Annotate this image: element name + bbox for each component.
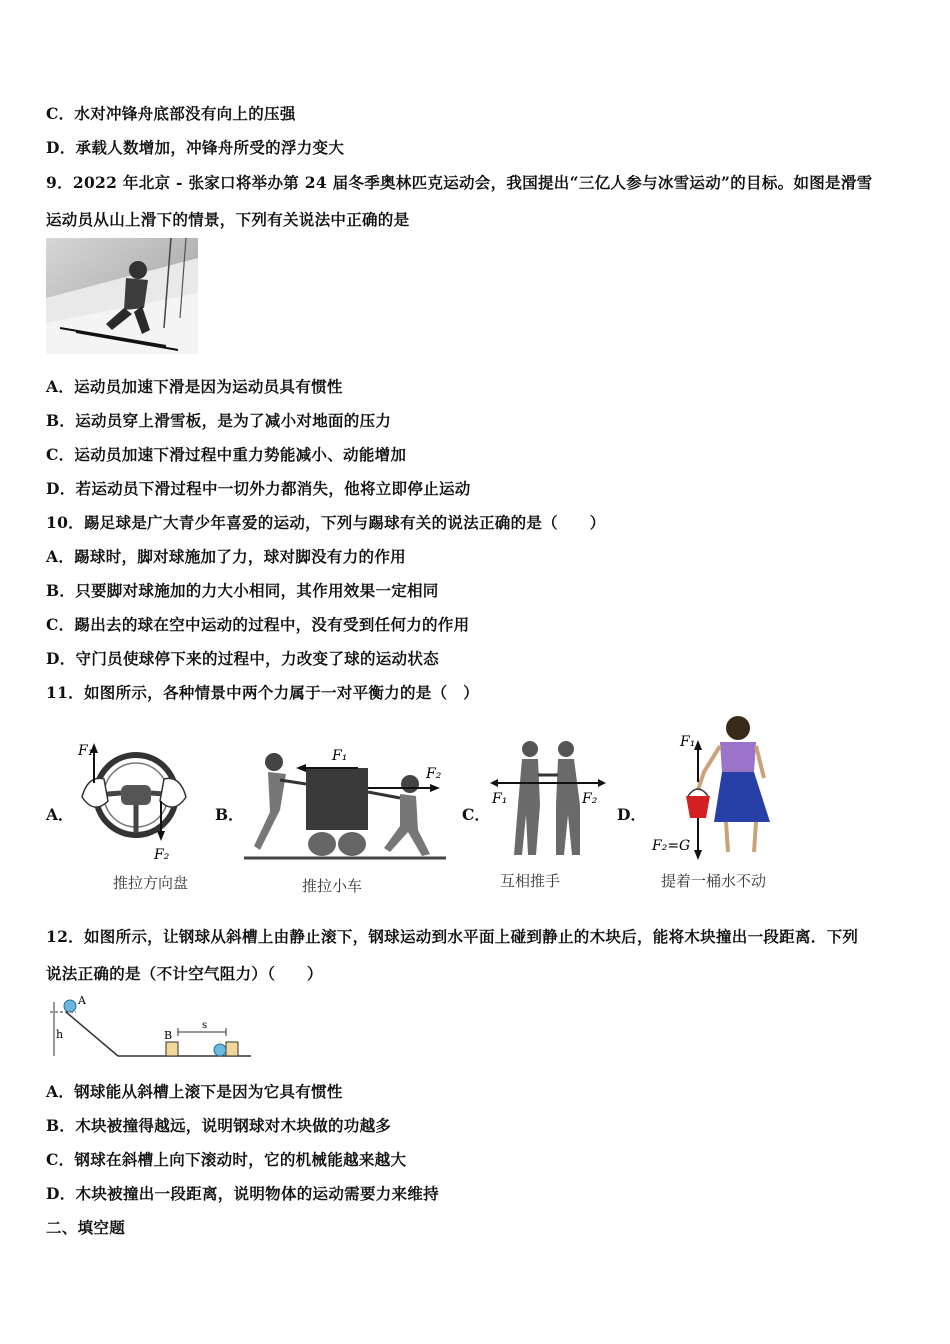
q12-stem-line1: 12．如图所示，让钢球从斜槽上由静止滚下，钢球运动到水平面上碰到静止的木块后，能将木块撞出一段距离．下列 (46, 927, 859, 946)
q12-option-c: C．钢球在斜槽上向下滚动时，它的机械能越来越大 (46, 1150, 407, 1169)
force-label-f1-b: F₁ (332, 748, 348, 764)
force-label-f1-c: F₁ (492, 791, 508, 807)
q10-stem: 10．踢足球是广大青少年喜爱的运动，下列与踢球有关的说法正确的是（ ） (46, 513, 606, 532)
force-label-f2-a: F₂ (154, 847, 170, 863)
figure-push-cart (240, 740, 450, 865)
q11-caption-b: 推拉小车 (302, 877, 363, 895)
figure-push-hands (488, 735, 608, 860)
q11-label-d: D． (617, 805, 646, 824)
q12-stem-line2: 说法正确的是（不计空气阻力）（ ） (46, 964, 323, 983)
q11-label-b: B． (215, 805, 244, 824)
q12-option-d: D．木块被撞出一段距离，说明物体的运动需要力来维持 (46, 1184, 439, 1203)
q9-stem-line1: 9．2022 年北京 - 张家口将举办第 24 届冬季奥林匹克运动会，我国提出“三亿人参与冰雪运动”的目标。如图是滑雪 (46, 173, 873, 192)
label-h: h (56, 1028, 64, 1041)
label-b: B (164, 1029, 173, 1042)
q9-stem-line2: 运动员从山上滑下的情景，下列有关说法中正确的是 (46, 210, 410, 229)
q9-option-b: B．运动员穿上滑雪板，是为了减小对地面的压力 (46, 411, 392, 430)
section-heading: 二、填空题 (46, 1218, 126, 1237)
force-label-f2-c: F₂ (582, 791, 598, 807)
q10-option-c: C．踢出去的球在空中运动的过程中，没有受到任何力的作用 (46, 615, 470, 634)
q8-option-d: D．承载人数增加，冲锋舟所受的浮力变大 (46, 138, 345, 157)
q11-caption-a: 推拉方向盘 (113, 874, 189, 892)
label-a: A (78, 994, 86, 1007)
force-label-f1-d: F₁ (680, 734, 696, 750)
skier-photo (46, 238, 198, 354)
q8-option-c: C．水对冲锋舟底部没有向上的压强 (46, 104, 296, 123)
q9-option-a: A．运动员加速下滑是因为运动员具有惯性 (46, 377, 343, 396)
q9-option-c: C．运动员加速下滑过程中重力势能减小、动能增加 (46, 445, 407, 464)
q11-caption-c: 互相推手 (500, 872, 561, 890)
force-label-f2-b: F₂ (426, 766, 442, 782)
q12-option-a: A．钢球能从斜槽上滚下是因为它具有惯性 (46, 1082, 343, 1101)
figure-hold-bucket (648, 712, 778, 867)
label-s: s (202, 1020, 208, 1031)
q10-option-d: D．守门员使球停下来的过程中，力改变了球的运动状态 (46, 649, 439, 668)
q9-option-d: D．若运动员下滑过程中一切外力都消失，他将立即停止运动 (46, 479, 471, 498)
q10-option-a: A．踢球时，脚对球施加了力，球对脚没有力的作用 (46, 547, 406, 566)
force-label-f1-a: F₁ (78, 743, 94, 759)
figure-steering-wheel (74, 735, 194, 865)
force-label-f2g-d: F₂=G (652, 838, 691, 854)
q11-label-c: C． (462, 805, 490, 824)
q11-caption-d: 提着一桶水不动 (661, 872, 767, 890)
incline-ball-diagram (46, 994, 256, 1060)
q11-label-a: A． (46, 805, 74, 824)
q12-option-b: B．木块被撞得越远，说明钢球对木块做的功越多 (46, 1116, 392, 1135)
q10-option-b: B．只要脚对球施加的力大小相同，其作用效果一定相同 (46, 581, 439, 600)
q11-stem: 11．如图所示，各种情景中两个力属于一对平衡力的是（ ） (46, 683, 479, 702)
